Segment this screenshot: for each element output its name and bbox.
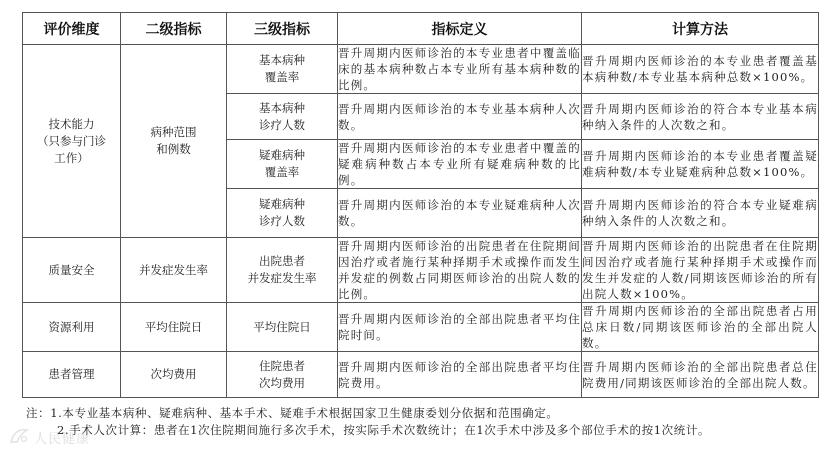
definition-cell: 晋升周期内医师诊治的本专业基本病种人次数。 (338, 94, 582, 140)
logo-icon (8, 427, 30, 445)
table-row (23, 352, 819, 398)
document (22, 12, 818, 398)
level2-cell: 病种范围 和例数 (121, 45, 227, 238)
header-method: 计算方法 (582, 13, 819, 45)
level2-cell: 次均费用 (121, 352, 227, 398)
table-row (23, 303, 819, 352)
level3-cell: 基本病种 覆盖率 (227, 45, 338, 94)
method-cell: 晋升周期内医师诊治的出院患者在住院期间因治疗或者施行某种择期手术或操作而发生并发症的人数/同期该医师诊治的所有出院人数×100%。 (582, 239, 818, 301)
footnote-2: 2.手术人次计算：患者在1次住院期间施行多次手术，按实际手术次数统计；在1次手术中涉及多个部位手术的按1次统计。 (57, 423, 711, 437)
header-row (23, 13, 819, 45)
definition-cell: 晋升周期内医师诊治的本专业疑难病种人次数。 (338, 189, 582, 238)
definition-cell: 晋升周期内医师诊治的本专业患者中覆盖的疑难病种数占本专业所有疑难病种数的比例。 (338, 141, 581, 187)
header-level3: 三级指标 (227, 13, 338, 45)
level3-cell: 住院患者 次均费用 (227, 352, 338, 398)
dimension-cell: 技术能力 （只参与门诊 工作） (23, 45, 121, 238)
definition-cell: 晋升周期内医师诊治的全部出院患者平均住院时间。 (338, 303, 582, 352)
method-cell: 晋升周期内医师诊治的全部出院患者总住院费用/同期该医师诊治的全部出院人数。 (582, 352, 819, 398)
footnote-1: 注：1.本专业基本病种、疑难病种、基本手术、疑难手术根据国家卫生健康委划分依据和范围确定。 (26, 406, 559, 420)
level3-cell: 基本病种 诊疗人数 (227, 94, 338, 140)
level3-cell: 疑难病种 诊疗人数 (227, 189, 338, 238)
header-level2: 二级指标 (121, 13, 227, 45)
definition-cell: 晋升周期内医师诊治的出院患者在住院期间因治疗或者施行某种择期手术或操作而发生并发症的例数占同期医师诊治的出院人数的比例。 (338, 239, 581, 301)
dimension-cell: 患者管理 (23, 352, 121, 398)
method-cell: 晋升周期内医师诊治的本专业患者覆盖疑难病种数/本专业疑难病种总数×100%。 (582, 140, 819, 189)
watermark (8, 427, 118, 447)
level2-cell: 并发症发生率 (121, 238, 227, 303)
watermark-text: 人民健康 (34, 432, 91, 447)
table-row (23, 45, 819, 94)
definition-cell: 晋升周期内医师诊治的全部出院患者平均住院费用。 (338, 352, 582, 398)
level3-cell: 平均住院日 (227, 303, 338, 352)
header-definition: 指标定义 (338, 13, 582, 45)
metrics-table (22, 12, 819, 398)
method-cell: 晋升周期内医师诊治的符合本专业疑难病种纳入条件的人次数之和。 (582, 189, 819, 238)
table-row (23, 238, 819, 303)
level2-cell: 平均住院日 (121, 303, 227, 352)
method-cell: 晋升周期内医师诊治的符合本专业基本病种纳入条件的人次数之和。 (582, 94, 819, 140)
level3-cell: 出院患者 并发症发生率 (227, 238, 338, 303)
level3-cell: 疑难病种 覆盖率 (227, 140, 338, 189)
footnotes (26, 405, 826, 439)
method-cell: 晋升周期内医师诊治的全部出院患者占用总床日数/同期该医师诊治的全部出院人数。 (582, 304, 818, 350)
definition-cell: 晋升周期内医师诊治的本专业患者中覆盖临床的基本病种数占本专业所有基本病种数的比例。 (338, 46, 581, 92)
header-dimension: 评价维度 (23, 13, 121, 45)
dimension-cell: 质量安全 (23, 238, 121, 303)
dimension-cell: 资源利用 (23, 303, 121, 352)
method-cell: 晋升周期内医师诊治的本专业患者覆盖基本病种数/本专业基本病种总数×100%。 (582, 45, 819, 94)
